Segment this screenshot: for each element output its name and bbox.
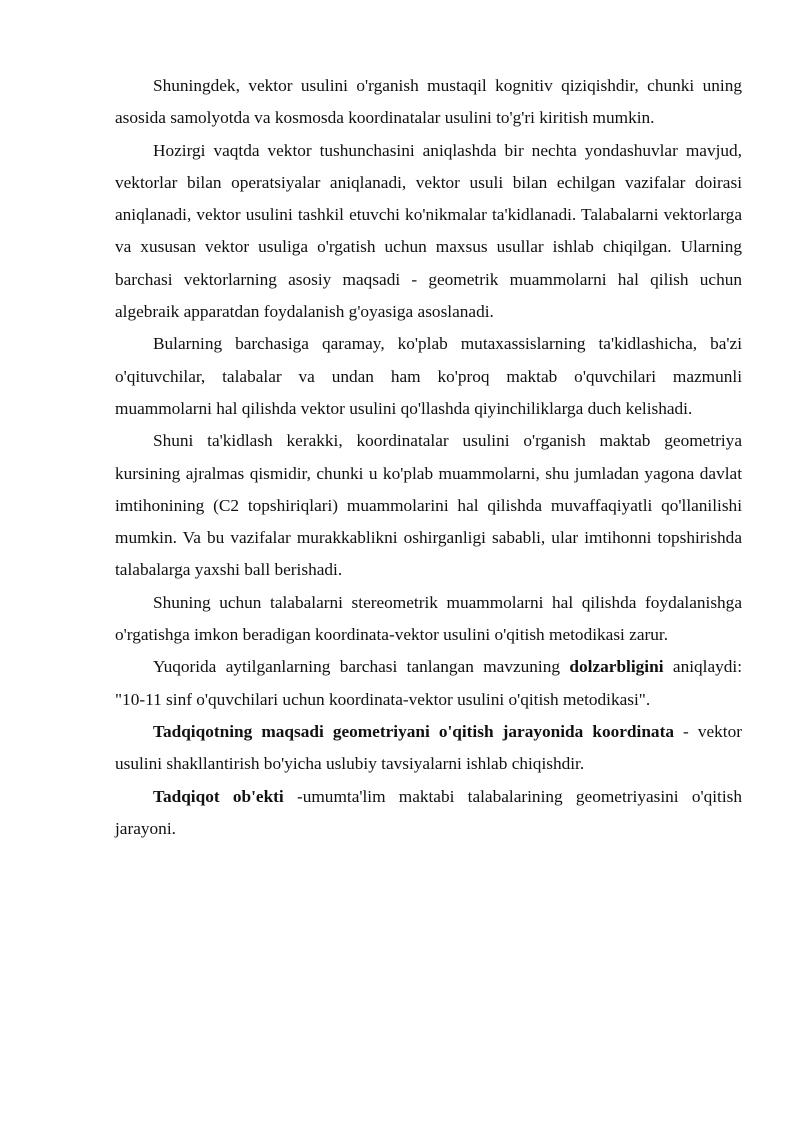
paragraph-vector-interest: Shuningdek, vektor usulini o'rganish mustaqil kognitiv qiziqishdir, chunki uning asosida samolyotda va kosmosda koordinatalar usulini to'g'ri kiritish mumkin. <box>115 76 742 128</box>
document-page <box>115 70 742 845</box>
relevance-before: Yuqorida aytilganlarning barchasi tanlangan mavzuning <box>153 657 570 677</box>
goal-text: - vektor usulini shakllantirish bo'yicha uslubiy tavsiyalarni ishlab chiqishdir. <box>115 721 742 774</box>
paragraph-relevance <box>115 651 742 716</box>
paragraph-research-goal <box>115 716 742 781</box>
paragraph-coordinates-method: Shuni ta'kidlash kerakki, koordinatalar usulini o'rganish maktab geometriya kursining ajralmas qismidir, chunki u ko'plab muammolarni, shu jumladan yagona davlat imtihonining (C2 topshiriqlari) muammolarini hal qilishda muvaffaqiyatli qo'llanilishi mumkin. Va bu vazifalar murakkablikni oshirganligi sababli, ular imtihonni topshirishda talabalarga yaxshi ball berishadi. <box>115 431 742 580</box>
object-text: -umumta'lim maktabi talabalarining geometriyasini o'qitish jarayoni. <box>115 786 742 838</box>
paragraph-methodology-need: Shuning uchun talabalarni stereometrik muammolarni hal qilishda foydalanishga o'rgatishga imkon beradigan koordinata-vektor usulini o'qitish metodikasi zarur. <box>115 592 742 645</box>
paragraph-difficulties: Bularning barchasiga qaramay, ko'plab mutaxassislarning ta'kidlashicha, ba'zi o'qituvchilar, talabalar va undan ham ko'proq maktab o'quvchilari mazmunli muammolarni hal qilishda vektor usulini qo'llashda qiyinchiliklarga duch kelishadi. <box>115 334 742 418</box>
goal-heading: Tadqiqotning maqsadi geometriyani o'qitish jarayonida koordinata <box>153 721 674 741</box>
paragraph-research-object <box>115 781 742 846</box>
paragraph-approaches: Hozirgi vaqtda vektor tushunchasini aniqlashda bir nechta yondashuvlar mavjud, vektorlar bilan operatsiyalar aniqlanadi, vektor usuli bilan echilgan vazifalar doirasi aniqlanadi, vektor usulini tashkil etuvchi ko'nikmalar ta'kidlanadi. Talabalarni vektorlarga va xususan vektor usuliga o'rgatish uchun maxsus usullar ishlab chiqilgan. Ularning barchasi vektorlarning asosiy maqsadi - geometrik muammolarni hal qilish uchun algebraik apparatdan foydalanish g'oyasiga asoslanadi. <box>115 140 742 322</box>
relevance-after: aniqlaydi: "10-11 sinf o'quvchilari uchun koordinata-vektor usulini o'qitish metodikasi". <box>115 657 743 709</box>
relevance-keyword: dolzarbligini <box>569 657 664 677</box>
object-heading: Tadqiqot ob'ekti <box>153 786 284 806</box>
